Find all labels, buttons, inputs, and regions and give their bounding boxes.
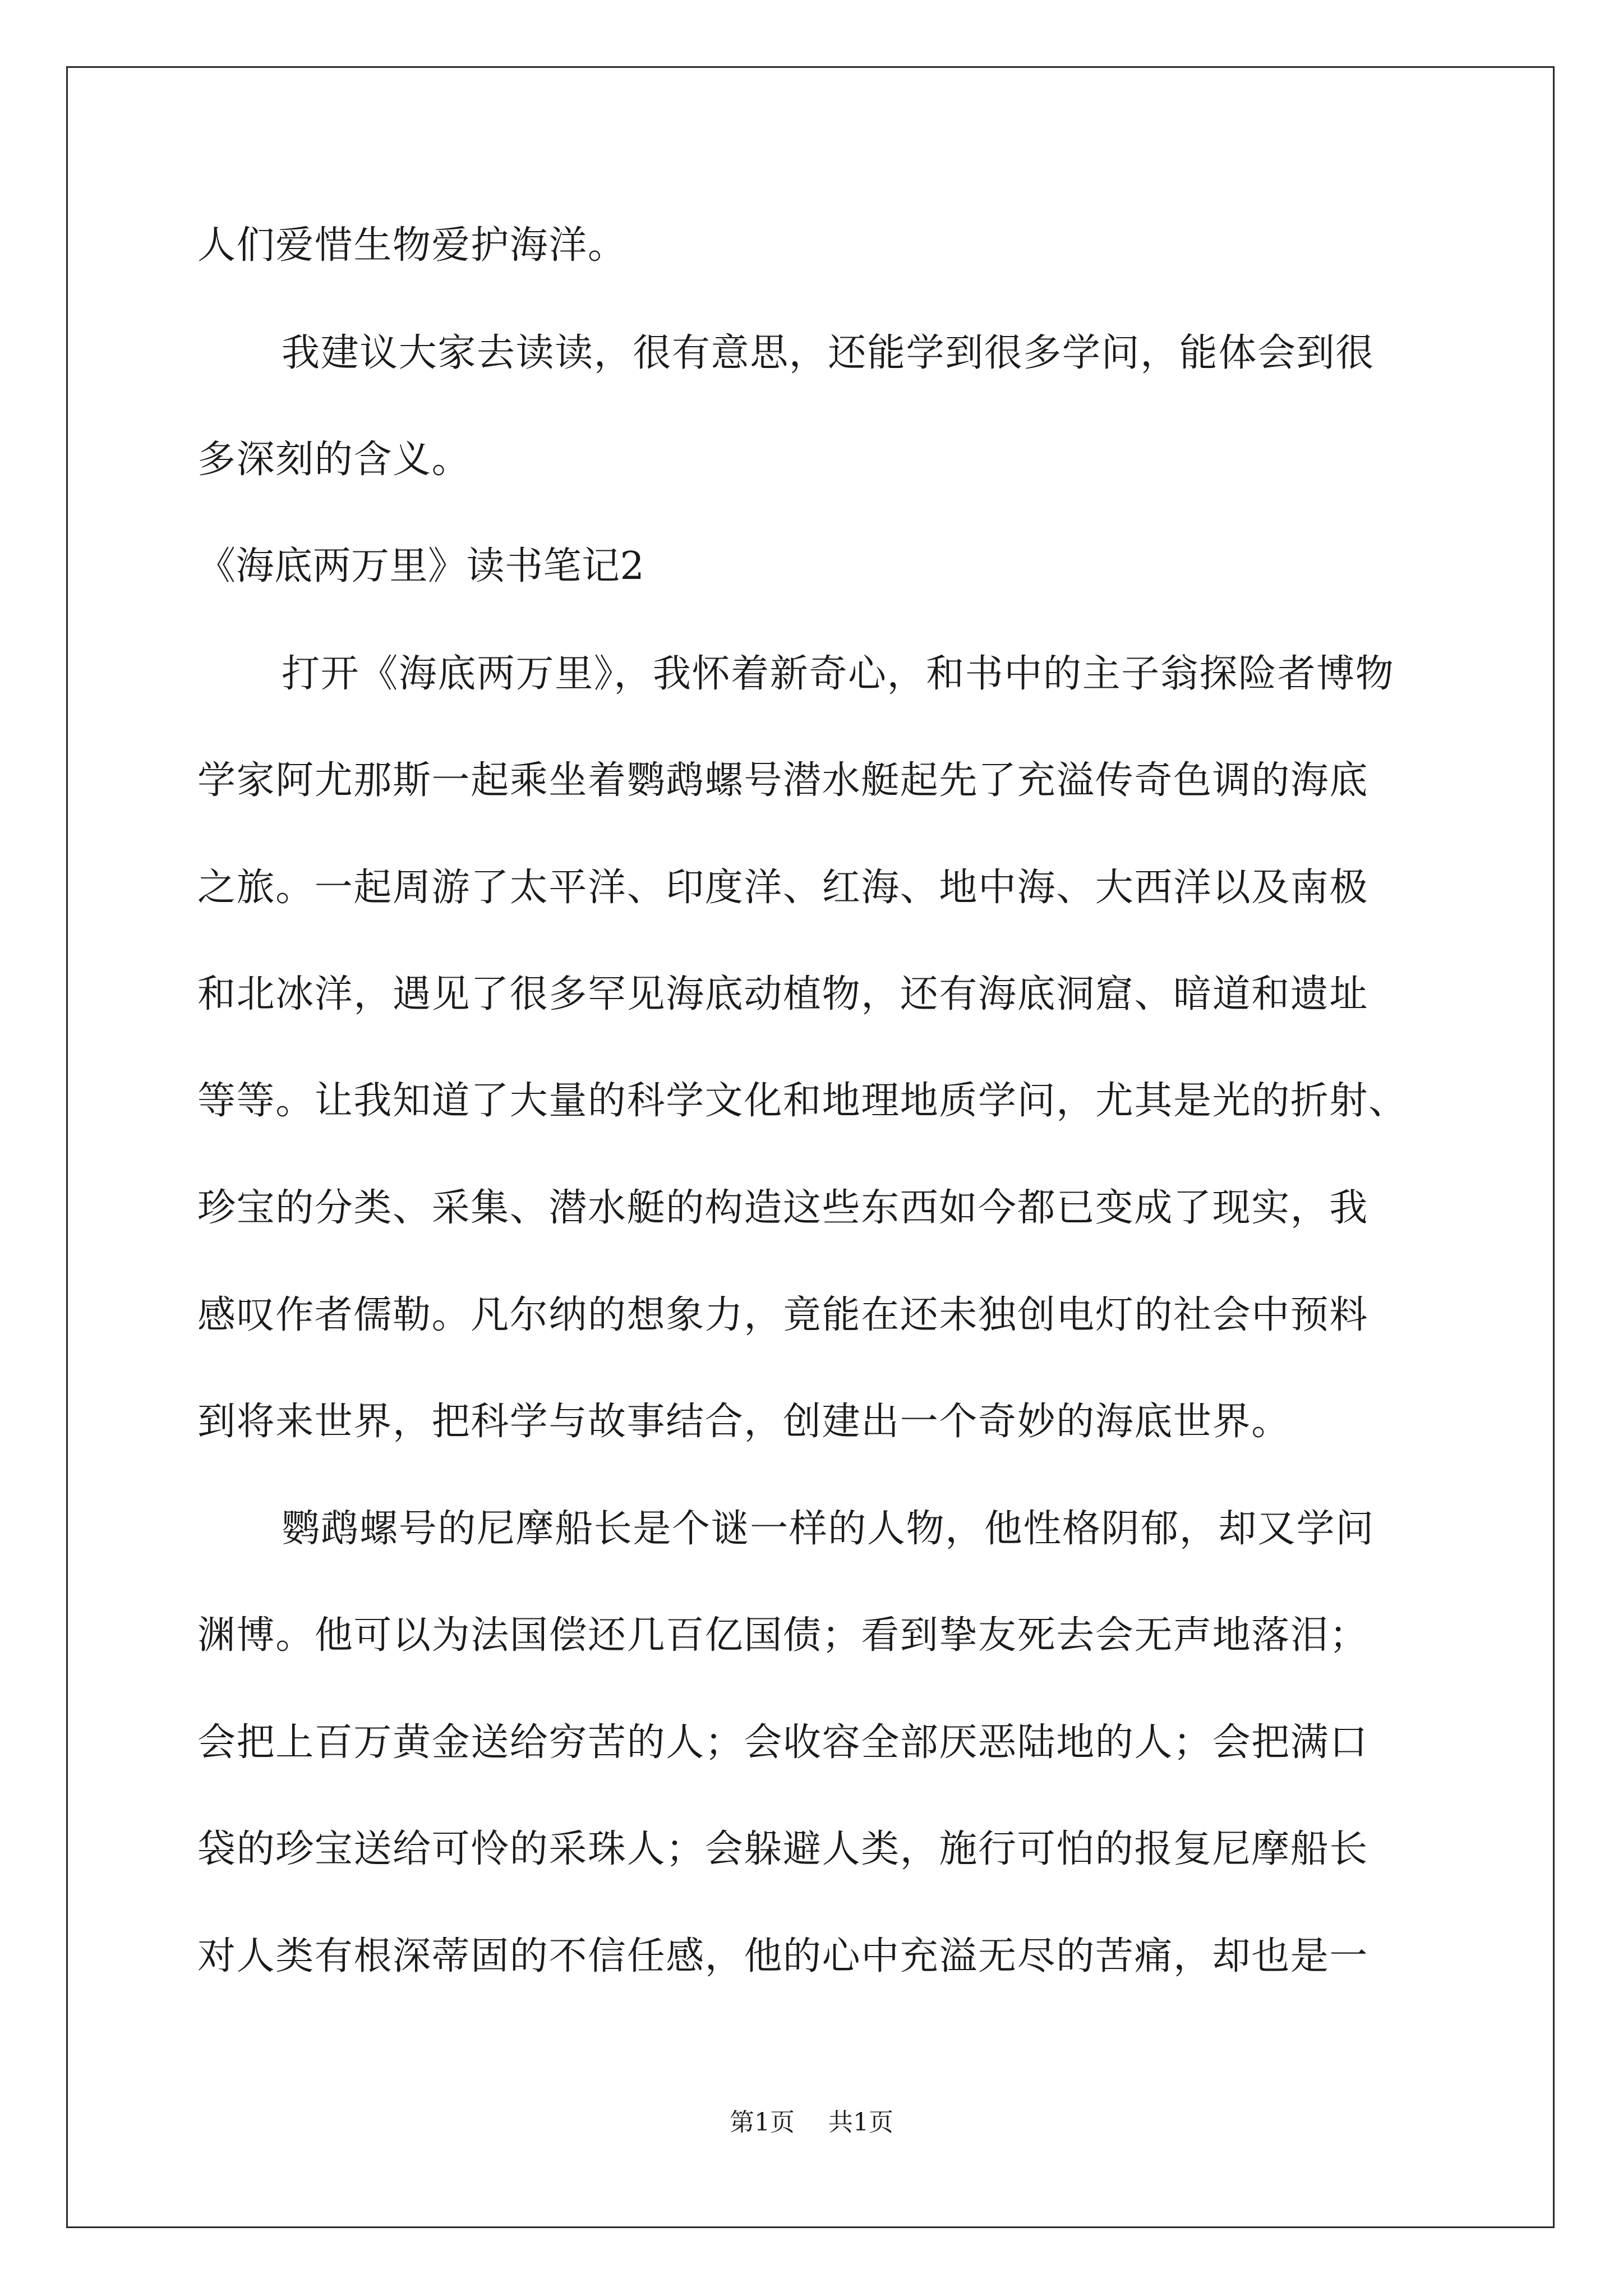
body-line: 鹦鹉螺号的尼摩船长是个谜一样的人物，他性格阴郁，却又学问 (282, 1507, 1375, 1551)
body-line: 会把上百万黄金送给穷苦的人；会收容全部厌恶陆地的人；会把满口 (197, 1720, 1369, 1765)
body-line: 打开《海底两万里》，我怀着新奇心，和书中的主子翁探险者博物 (282, 652, 1395, 696)
page-number: 第1页 (730, 2108, 795, 2137)
page-total: 共1页 (828, 2108, 893, 2137)
page-footer (0, 2110, 1623, 2135)
section-heading: 《海底两万里》读书笔记2 (197, 544, 645, 588)
body-line: 学家阿尤那斯一起乘坐着鹦鹉螺号潜水艇起先了充溢传奇色调的海底 (197, 758, 1369, 803)
body-line: 多深刻的含义。 (197, 438, 471, 482)
body-line: 袋的珍宝送给可怜的采珠人；会躲避人类，施行可怕的报复尼摩船长 (197, 1827, 1369, 1871)
body-line: 渊博。他可以为法国偿还几百亿国债；看到挚友死去会无声地落泪； (197, 1613, 1369, 1658)
body-line: 之旅。一起周游了太平洋、印度洋、红海、地中海、大西洋以及南极 (197, 866, 1369, 910)
body-line: 人们爱惜生物爱护海洋。 (197, 223, 627, 268)
body-line: 等等。让我知道了大量的科学文化和地理地质学问，尤其是光的折射、 (197, 1079, 1408, 1123)
body-line: 珍宝的分类、采集、潜水艇的构造这些东西如今都已变成了现实，我 (197, 1186, 1369, 1230)
page-border (66, 66, 1555, 2228)
body-line: 对人类有根深蒂固的不信任感，他的心中充溢无尽的苦痛，却也是一 (197, 1934, 1369, 1978)
body-line: 我建议大家去读读，很有意思，还能学到很多学问，能体会到很 (282, 331, 1375, 375)
body-line: 到将来世界，把科学与故事结合，创建出一个奇妙的海底世界。 (197, 1400, 1290, 1444)
body-line: 感叹作者儒勒。凡尔纳的想象力，竟能在还未独创电灯的社会中预料 (197, 1293, 1369, 1337)
body-line: 和北冰洋，遇见了很多罕见海底动植物，还有海底洞窟、暗道和遗址 (197, 972, 1369, 1016)
